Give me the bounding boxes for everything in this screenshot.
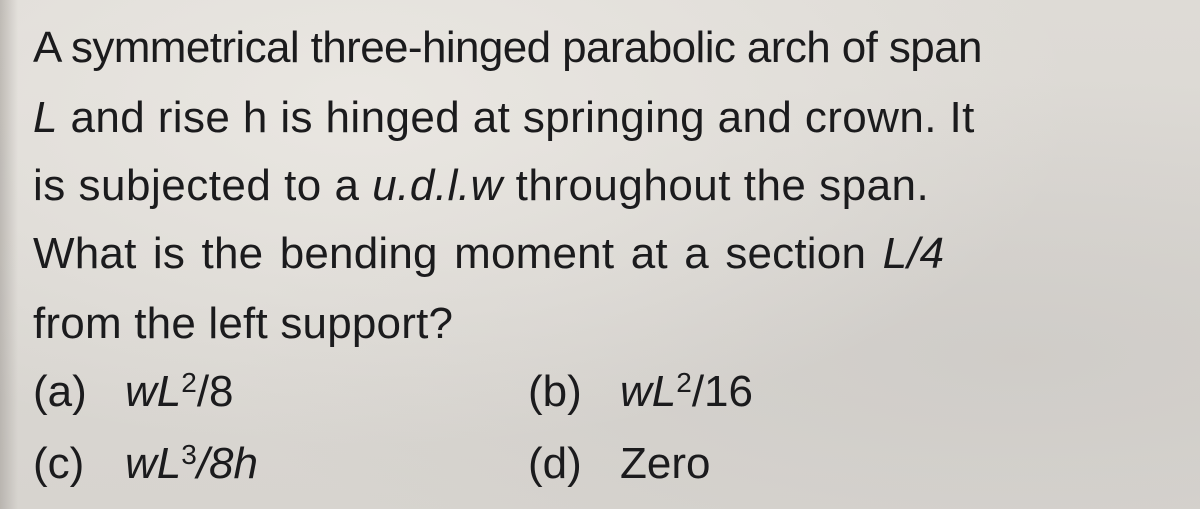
question-line-2 — [33, 92, 975, 144]
option-a-base: wL — [125, 367, 182, 416]
question-line-2-text: and rise h is hinged at springing and crown. It — [57, 93, 975, 142]
option-a-expression — [125, 366, 234, 418]
udl-term: u.d.l.w — [372, 161, 503, 210]
option-a-denominator: /8 — [196, 367, 234, 416]
question-line-4-pre: What is the bending moment at a section — [33, 229, 883, 278]
section-fraction: L/4 — [882, 229, 945, 278]
option-c-expression — [125, 438, 258, 490]
option-d — [528, 438, 710, 490]
option-c-marker: (c) — [33, 439, 85, 488]
option-c — [33, 438, 258, 490]
page-edge-shadow — [0, 0, 18, 509]
question-line-3-post: throughout the span. — [502, 161, 930, 210]
option-b-denominator: /16 — [691, 367, 753, 416]
option-a-marker: (a) — [33, 367, 87, 416]
option-d-text: Zero — [620, 439, 711, 488]
question-line-3 — [33, 160, 929, 212]
question-line-4 — [33, 228, 944, 280]
option-c-denominator: /8h — [196, 439, 258, 488]
question-line-1: A symmetrical three-hinged parabolic arch of span — [33, 23, 982, 72]
option-b-exponent: 2 — [676, 367, 692, 398]
option-c-base: wL — [125, 439, 182, 488]
variable-L: L — [33, 93, 58, 142]
option-c-exponent: 3 — [181, 439, 197, 470]
question-line-3-pre: is subjected to a — [33, 161, 373, 210]
option-a — [33, 366, 234, 418]
option-a-exponent: 2 — [181, 367, 197, 398]
option-b-expression — [620, 366, 753, 418]
option-b-base: wL — [620, 367, 677, 416]
question-line-5: from the left support? — [33, 299, 454, 348]
option-b — [528, 366, 753, 418]
option-b-marker: (b) — [528, 367, 582, 416]
option-d-marker: (d) — [528, 439, 582, 488]
